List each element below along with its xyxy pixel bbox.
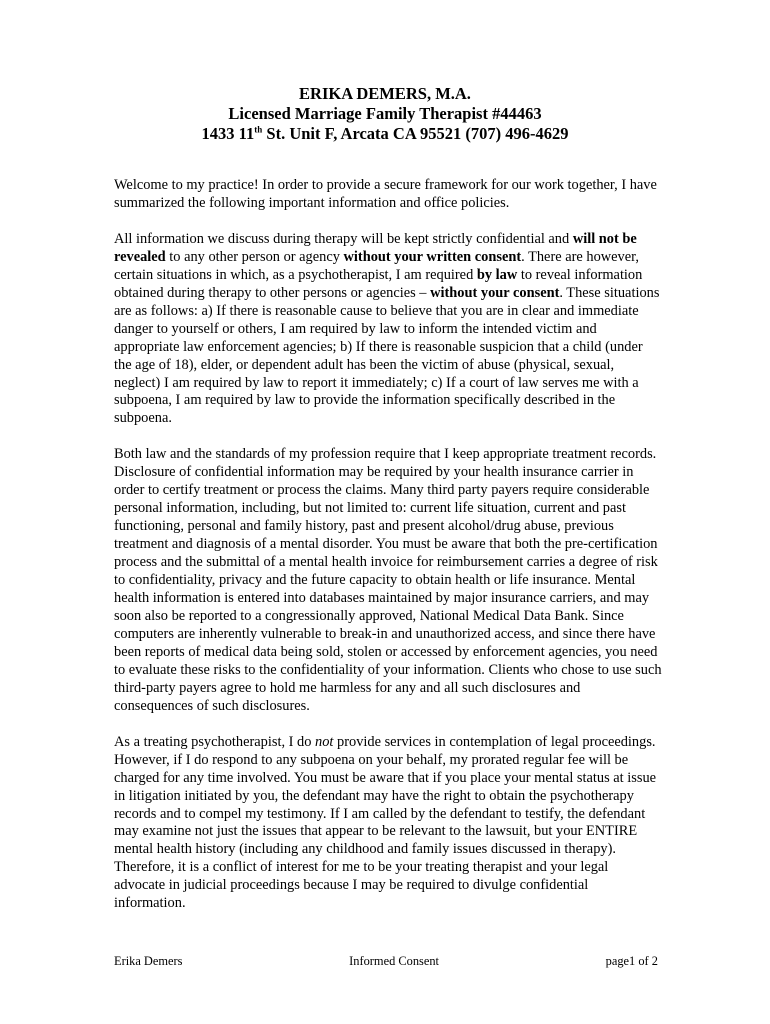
address-line [0,124,770,144]
conf-text-5: . These situations are as follows: a) If there is reasonable cause to believe that you are in clear and immediate danger to yourself or others, I am required by law to inform the intended victim and appropriate law enforcement agencies; b) If there is reasonable suspicion that a child (under the age of 18), elder, or dependent adult has been the victim of abuse (physical, sexual, neglect) I am required by law to report it immediately; c) If a court of law serves me with a subpoena, I am required by law to provide the information specifically described in the subpoena. [114,284,660,427]
license-line: Licensed Marriage Family Therapist #44463 [228,104,542,123]
legal-text-2: provide services in contemplation of legal proceedings. However, if I do respond to any subpoena on your behalf, my prorated regular fee will be charged for any time involved. You must be aware that if you place your mental status at issue in litigation initiated by you, the defendant may have the right to obtain the psychotherapy records and to compel my testimony. If I am called by the defendant to testify, the defendant may examine not just the issues that appear to be relevant to the lawsuit, but your ENTIRE mental health history (including any childhood and family issues discussed in therapy). Therefore, it is a conflict of interest for me to be your treating therapist and your legal advocate in judicial proceedings because I may be required to divulge confidential information. [114,733,657,912]
document-body [114,177,662,931]
address-rest: St. Unit F, Arcata CA 95521 (707) 496-4629 [262,124,569,143]
conf-text-1: All information we discuss during therapy will be kept strictly confidential and [114,230,573,247]
footer-title: Informed Consent [349,954,439,968]
address-number: 1433 11 [201,124,255,143]
conf-text-3: . There are however, certain situations in which, as a psychotherapist, I am required [114,248,639,283]
confidentiality-paragraph [114,231,662,428]
conf-bold-4: without your consent [430,284,560,301]
footer-page-number: page1 of 2 [605,954,658,968]
conf-bold-3: by law [476,266,518,283]
legal-text-1: As a treating psychotherapist, I do [114,733,316,750]
legal-paragraph [114,734,662,914]
legal-italic: not [315,733,334,750]
conf-text-4: to reveal information obtained during therapy to other persons or agencies – [114,266,643,301]
address-superscript: th [254,124,263,135]
welcome-paragraph: Welcome to my practice! In order to provide a secure framework for our work together, I have summarized the following important information and office policies. [114,177,657,211]
page-footer [114,954,658,969]
footer-author: Erika Demers [114,954,183,968]
conf-text-2: to any other person or agency [165,248,344,265]
conf-bold-1: will not be revealed [114,230,637,265]
therapist-name: ERIKA DEMERS, M.A. [299,84,471,103]
conf-bold-2: without your written consent [343,248,522,265]
letterhead [0,84,770,144]
insurance-paragraph: Both law and the standards of my profession require that I keep appropriate treatment records. Disclosure of confidential information may be required by your health insurance carrier in order to certify treatment or process the claims. Many third party payers require considerable personal information, including, but not limited to: current life situation, current and past functioning, personal and family history, past and present alcohol/drug abuse, previous treatment and diagnosis of a mental disorder. You must be aware that both the pre-certification process and the submittal of a mental health invoice for reimbursement carries a degree of risk to confidentiality, privacy and the future capacity to obtain health or life insurance. Mental health information is entered into databases maintained by major insurance carriers, and may soon also be reported to a congressionally approved, National Medical Data Bank. Since computers are inherently vulnerable to break-in and unauthorized access, and since there have been reports of medical data being sold, stolen or accessed by enforcement agencies, you need to evaluate these risks to the confidentiality of your information. Clients who chose to use such third-party payers agree to hold me harmless for any and all such disclosures and consequences of such disclosures. [114,446,662,714]
